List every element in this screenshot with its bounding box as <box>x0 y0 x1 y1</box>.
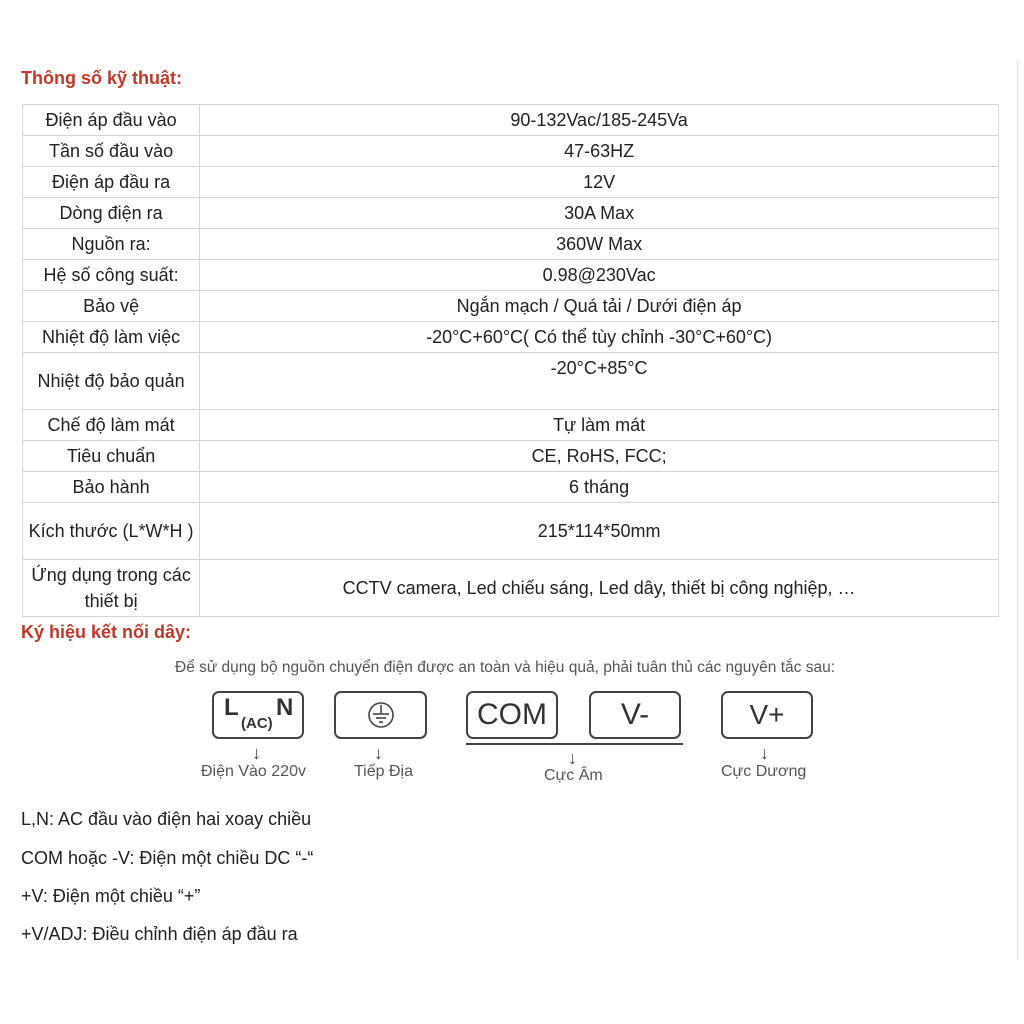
negative-group-line <box>466 743 683 745</box>
spec-key: Chế độ làm mát <box>23 410 200 441</box>
arrow-down-icon: ↓ <box>568 748 577 768</box>
spec-key: Ứng dụng trong các thiết bị <box>23 560 200 617</box>
note-v-plus: +V: Điện một chiều “+” <box>21 886 201 906</box>
spec-value: 90-132Vac/185-245Va <box>200 105 999 136</box>
spec-value: CCTV camera, Led chiếu sáng, Led dây, thiết bị công nghiệp, … <box>200 560 999 617</box>
arrow-down-icon: ↓ <box>374 743 383 763</box>
terminal-v-plus: V+ <box>721 691 813 739</box>
terminal-ground <box>334 691 427 739</box>
terminal-ac-label: (AC) <box>241 715 273 732</box>
terminal-ln <box>212 691 304 739</box>
spec-value: 360W Max <box>200 229 999 260</box>
wiring-intro: Để sử dụng bộ nguồn chuyển điện được an toàn và hiệu quả, phải tuân thủ các nguyên tắc sau: <box>175 659 835 676</box>
table-row <box>23 322 999 353</box>
terminal-com: COM <box>466 691 558 739</box>
table-row <box>23 560 999 617</box>
table-row <box>23 167 999 198</box>
terminal-n-label: N <box>276 694 294 721</box>
label-positive: Cực Dương <box>721 763 807 780</box>
table-row <box>23 198 999 229</box>
spec-key: Tần số đầu vào <box>23 136 200 167</box>
label-negative: Cực Âm <box>544 767 603 784</box>
spec-value: Ngắn mạch / Quá tải / Dưới điện áp <box>200 291 999 322</box>
spec-value: CE, RoHS, FCC; <box>200 441 999 472</box>
spec-value: 215*114*50mm <box>200 503 999 560</box>
specs-table <box>22 104 999 617</box>
table-row <box>23 291 999 322</box>
table-row <box>23 105 999 136</box>
spec-key: Nhiệt độ bảo quản <box>23 353 200 410</box>
spec-value: 0.98@230Vac <box>200 260 999 291</box>
label-ground: Tiếp Địa <box>354 763 413 780</box>
ground-icon <box>367 701 395 729</box>
table-row <box>23 441 999 472</box>
spec-key: Điện áp đầu ra <box>23 167 200 198</box>
table-row <box>23 229 999 260</box>
note-ln: L,N: AC đầu vào điện hai xoay chiều <box>21 809 312 829</box>
spec-value: 6 tháng <box>200 472 999 503</box>
wiring-heading: Ký hiệu kết nối dây: <box>21 622 192 642</box>
terminal-l-label: L <box>224 694 239 721</box>
table-row <box>23 136 999 167</box>
table-row <box>23 472 999 503</box>
spec-value: 47-63HZ <box>200 136 999 167</box>
label-input: Điện Vào 220v <box>201 763 306 780</box>
page-right-border <box>1017 60 1018 960</box>
spec-key: Nguồn ra: <box>23 229 200 260</box>
spec-key: Dòng điện ra <box>23 198 200 229</box>
spec-key: Tiêu chuẩn <box>23 441 200 472</box>
specs-heading: Thông số kỹ thuật: <box>21 68 182 88</box>
spec-value: Tự làm mát <box>200 410 999 441</box>
spec-key: Bảo hành <box>23 472 200 503</box>
arrow-down-icon: ↓ <box>252 743 261 763</box>
spec-key: Hệ số công suất: <box>23 260 200 291</box>
spec-value: 30A Max <box>200 198 999 229</box>
note-v-adj: +V/ADJ: Điều chỉnh điện áp đầu ra <box>21 924 298 944</box>
terminal-v-minus: V- <box>589 691 681 739</box>
spec-key: Bảo vệ <box>23 291 200 322</box>
table-row <box>23 503 999 560</box>
table-row <box>23 260 999 291</box>
arrow-down-icon: ↓ <box>760 743 769 763</box>
spec-value: 12V <box>200 167 999 198</box>
spec-value: -20°C+60°C( Có thể tùy chỉnh -30°C+60°C) <box>200 322 999 353</box>
spec-key: Điện áp đầu vào <box>23 105 200 136</box>
note-com: COM hoặc -V: Điện một chiều DC “-“ <box>21 848 314 868</box>
spec-value: -20°C+85°C <box>200 353 999 410</box>
spec-key: Kích thước (L*W*H ) <box>23 503 200 560</box>
spec-key: Nhiệt độ làm việc <box>23 322 200 353</box>
table-row <box>23 353 999 410</box>
table-row <box>23 410 999 441</box>
